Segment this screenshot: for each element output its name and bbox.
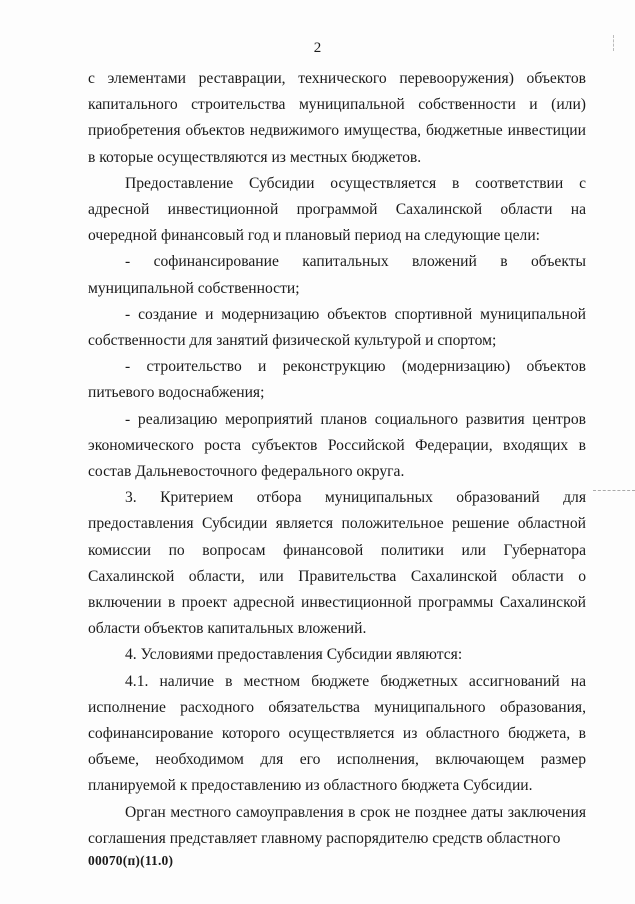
scan-edge-dash xyxy=(593,490,635,491)
list-item-water-supply: - строительство и реконструкцию (модернизацию) объектов питьевого водоснабжения; xyxy=(88,358,586,402)
list-item-cofinancing: - софинансирование капитальных вложений в объекты муниципальной собственности; xyxy=(88,253,586,297)
paragraph-local-authority: Орган местного самоуправления в срок не позднее даты заключения соглашения представляет главному распорядителю средств областного xyxy=(88,803,586,847)
list-item-growth-centers: - реализацию мероприятий планов социального развития центров экономического роста субъектов Российской Федерации, входящих в состав Дальневосточного федерального округа. xyxy=(88,410,586,481)
paragraph-condition-4-1: 4.1. наличие в местном бюджете бюджетных ассигнований на исполнение расходного обязательства муниципального образования, софинансирование которого осуществляется из областного бюджета, в объеме, необходимом для его исполнения, включающем размер планируемой к предоставлению из областного бюджета Субсидии. xyxy=(88,672,586,795)
paragraph-continuation: с элементами реставрации, технического перевооружения) объектов капитального строительства муниципальной собственности и (или) приобретения объектов недвижимого имущества, бюджетные инвестиции в которые осуществляются из местных бюджетов. xyxy=(88,70,586,166)
document-code: 00070(п)(11.0) xyxy=(88,853,174,868)
page-number: 2 xyxy=(313,40,322,56)
paragraph-subsidy-purpose: Предоставление Субсидии осуществляется в соответствии с адресной инвестиционной программой Сахалинской области на очередной финансовый год и плановый период на следующие цели: xyxy=(88,174,586,245)
document-body xyxy=(88,66,586,852)
paragraph-selection-criterion: 3. Критерием отбора муниципальных образований для предоставления Субсидии является положительное решение областной комиссии по вопросам финансовой политики или Губернатора Сахалинской области, или Правительства Сахалинской области о включении в проект адресной инвестиционной программы Сахалинской области объектов капитальных вложений. xyxy=(88,489,586,638)
paragraph-conditions-heading: 4. Условиями предоставления Субсидии являются: xyxy=(125,646,463,664)
list-item-sports-facilities: - создание и модернизацию объектов спортивной муниципальной собственности для занятий физической культурой и спортом; xyxy=(88,305,586,350)
